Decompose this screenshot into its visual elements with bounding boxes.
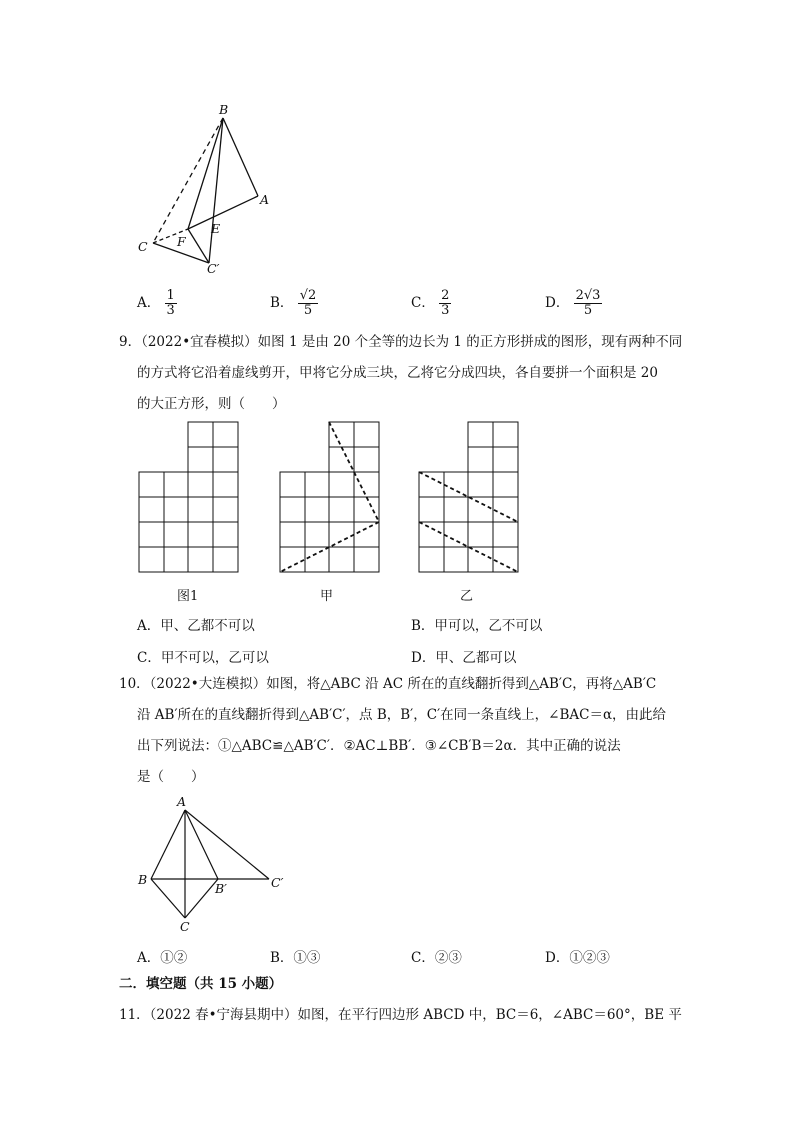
q9-line-1: 9．（2022•宜春模拟）如图 1 是由 20 个全等的边长为 1 的正方形拼成的图形，现有两种不同 bbox=[119, 334, 683, 350]
q11-line-1: 11．（2022 春•宁海县期中）如图，在平行四边形 ABCD 中，BC＝6，∠ABC＝60°，BE 平 bbox=[119, 1007, 682, 1023]
q10-label-C: C bbox=[180, 919, 190, 934]
q9-grid-jia bbox=[280, 422, 379, 572]
q10-label-Bprime: B′ bbox=[215, 881, 228, 896]
q9-grid-fig1 bbox=[139, 422, 238, 572]
q8-figure bbox=[130, 98, 280, 278]
q10-line-4: 是（ ） bbox=[137, 769, 205, 785]
q8-label-Cprime: C′ bbox=[207, 261, 220, 276]
q8-option-c[interactable]: C． $\frac{2}{3}$ bbox=[411, 288, 450, 318]
q10-line-1: 10．（2022•大连模拟）如图，将△ABC 沿 AC 所在的直线翻折得到△AB′C，再将△AB′C bbox=[119, 676, 657, 692]
q10-edge-B'C bbox=[185, 879, 218, 918]
q10-edge-AB' bbox=[185, 810, 218, 879]
q8-option-a[interactable]: A． $\frac{1}{3}$ bbox=[137, 288, 175, 318]
q10-option-d[interactable]: D．①②③ bbox=[545, 950, 610, 966]
q8-label-F: F bbox=[177, 234, 186, 249]
q10-edge-BC bbox=[151, 879, 185, 918]
q9-option-c[interactable]: C．甲不可以，乙可以 bbox=[137, 650, 269, 666]
q9-grid-yi bbox=[419, 422, 518, 572]
q8-option-b[interactable]: B． $\frac{√2}{5}$ bbox=[270, 288, 317, 318]
q8-label-E: E bbox=[211, 221, 221, 236]
q8-edge-FC' bbox=[188, 229, 209, 263]
q9-figures bbox=[130, 415, 530, 585]
q8-label-A: A bbox=[260, 192, 270, 207]
q9-option-d[interactable]: D．甲、乙都可以 bbox=[411, 650, 517, 666]
q9-caption-jia: 甲 bbox=[320, 589, 334, 604]
q8-edge-AF bbox=[188, 196, 258, 229]
q10-option-a[interactable]: A．①② bbox=[137, 950, 188, 966]
q10-line-3: 出下列说法：①△ABC≌△AB′C′．②AC⊥BB′．③∠CB′B＝2α．其中正确的说法 bbox=[137, 738, 621, 754]
q8-edge-BA bbox=[223, 118, 258, 196]
q8-label-B: B bbox=[219, 102, 229, 117]
q8-label-C: C bbox=[138, 239, 148, 254]
q9-caption-yi: 乙 bbox=[460, 589, 474, 604]
q10-label-A: A bbox=[177, 794, 187, 809]
section-2-heading: 二．填空题（共 15 小题） bbox=[119, 976, 283, 992]
q8-option-d[interactable]: D． $\frac{2√3}{5}$ bbox=[545, 288, 601, 318]
q10-option-c[interactable]: C．②③ bbox=[411, 950, 462, 966]
q10-label-Cprime: C′ bbox=[271, 875, 284, 890]
q10-edge-AB bbox=[151, 810, 185, 879]
q10-line-2: 沿 AB′所在的直线翻折得到△AB′C′，点 B，B′，C′在同一条直线上，∠BAC＝α，由此给 bbox=[137, 707, 667, 723]
q10-figure bbox=[130, 790, 300, 940]
q9-line-3: 的大正方形，则（ ） bbox=[137, 396, 286, 412]
q10-option-b[interactable]: B．①③ bbox=[270, 950, 321, 966]
q9-option-a[interactable]: A．甲、乙都不可以 bbox=[137, 618, 255, 634]
q9-caption-fig1: 图1 bbox=[177, 589, 199, 604]
q10-edge-AC' bbox=[185, 810, 269, 879]
q9-line-2: 的方式将它沿着虚线剪开，甲将它分成三块，乙将它分成四块，各自要拼一个面积是 20 bbox=[137, 365, 658, 381]
q10-label-B: B bbox=[138, 872, 148, 887]
q9-option-b[interactable]: B．甲可以，乙不可以 bbox=[411, 618, 543, 634]
